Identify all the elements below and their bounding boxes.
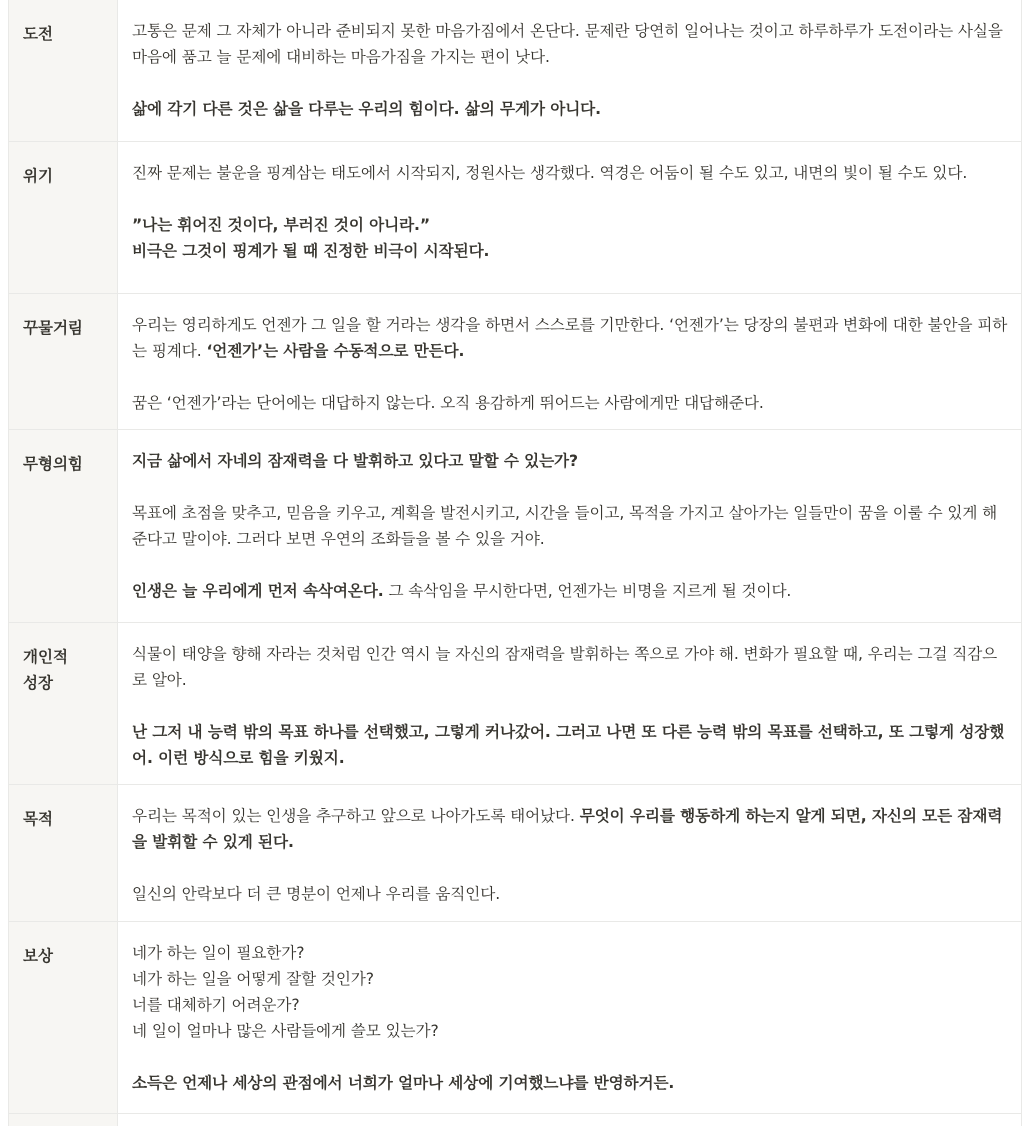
row-content bbox=[118, 142, 1021, 293]
row-label: 도전 bbox=[9, 0, 118, 141]
row-label-line: 성장 bbox=[23, 674, 53, 692]
row-label: 목적 bbox=[9, 785, 118, 921]
paragraph bbox=[132, 18, 1011, 70]
row-label-line: 개인적 bbox=[23, 648, 68, 666]
body-text: 꿈은 ‘언젠가’라는 단어에는 대답하지 않는다. 오직 용감하게 뛰어드는 사람에게만 대답해준다. bbox=[132, 394, 764, 412]
body-text: 네가 하는 일이 필요한가? bbox=[132, 944, 305, 962]
row-label bbox=[9, 623, 118, 784]
body-text: 네 일이 얼마나 많은 사람들에게 쓸모 있는가? bbox=[132, 1022, 439, 1040]
table-row-stub bbox=[9, 1114, 1021, 1126]
bold-text: ‘언젠가’는 사람을 수동적으로 만든다. bbox=[206, 342, 465, 360]
bold-text: 지금 삶에서 자네의 잠재력을 다 발휘하고 있다고 말할 수 있는가? bbox=[132, 452, 578, 470]
bold-text: 무엇이 우리를 행동하게 하는지 알게 되면, 자신의 모든 잠재력을 발휘할 수 있게 된다. bbox=[132, 807, 1003, 851]
row-content bbox=[118, 1114, 1021, 1132]
notes-table bbox=[8, 0, 1022, 1126]
table-row bbox=[9, 922, 1021, 1114]
row-label: 위기 bbox=[9, 142, 118, 293]
paragraph bbox=[132, 881, 1011, 907]
paragraph bbox=[132, 96, 1011, 122]
paragraph bbox=[132, 803, 1011, 855]
paragraph bbox=[132, 578, 1011, 604]
table-row bbox=[9, 623, 1021, 785]
bold-text: 비극은 그것이 핑계가 될 때 진정한 비극이 시작된다. bbox=[132, 242, 490, 260]
paragraph bbox=[132, 719, 1011, 771]
paragraph bbox=[132, 390, 1011, 416]
table-row bbox=[9, 294, 1021, 430]
bold-text: 소득은 언제나 세상의 관점에서 너희가 얼마나 세상에 기여했느냐를 반영하거든. bbox=[132, 1074, 675, 1092]
paragraph bbox=[132, 1070, 1011, 1096]
paragraph bbox=[132, 160, 1011, 186]
table-row bbox=[9, 0, 1021, 142]
paragraph bbox=[132, 500, 1011, 552]
body-text: 고통은 문제 그 자체가 아니라 준비되지 못한 마음가짐에서 온단다. 문제란 당연히 일어나는 것이고 하루하루가 도전이라는 사실을 마음에 품고 늘 문제에 대비하는 마음가짐을 가지는 편이 낫다. bbox=[132, 22, 1003, 66]
body-text: 일신의 안락보다 더 큰 명분이 언제나 우리를 움직인다. bbox=[132, 885, 501, 903]
row-content bbox=[118, 623, 1021, 784]
bold-text: 인생은 늘 우리에게 먼저 속삭여온다. bbox=[132, 582, 384, 600]
bold-text: 삶에 각기 다른 것은 삶을 다루는 우리의 힘이다. 삶의 무게가 아니다. bbox=[132, 100, 601, 118]
row-content bbox=[118, 785, 1021, 921]
row-content bbox=[118, 922, 1021, 1113]
paragraph bbox=[132, 312, 1011, 364]
row-label: 꾸물거림 bbox=[9, 294, 118, 429]
body-text: 식물이 태양을 향해 자라는 것처럼 인간 역시 늘 자신의 잠재력을 발휘하는 쪽으로 가야 해. 변화가 필요할 때, 우리는 그걸 직감으로 알아. bbox=[132, 645, 998, 689]
bold-text: ”나는 휘어진 것이다, 부러진 것이 아니라.” bbox=[132, 216, 431, 234]
row-content bbox=[118, 0, 1021, 141]
body-text: 그 속삭임을 무시한다면, 언젠가는 비명을 지르게 될 것이다. bbox=[383, 582, 792, 600]
body-text: 네가 하는 일을 어떻게 잘할 것인가? bbox=[132, 970, 374, 988]
body-text: 목표에 초점을 맞추고, 믿음을 키우고, 계획을 발전시키고, 시간을 들이고, 목적을 가지고 살아가는 일들만이 꿈을 이룰 수 있게 해준다고 말이야. 그러다 보면 우연의 조화들을 볼 수 있을 거야. bbox=[132, 504, 998, 548]
body-text: 우리는 영리하게도 언젠가 그 일을 할 거라는 생각을 하면서 스스로를 기만한다. ‘언젠가’는 당장의 불편과 변화에 대한 불안을 피하는 핑계다. bbox=[132, 316, 1008, 360]
paragraph bbox=[132, 448, 1011, 474]
paragraph bbox=[132, 212, 1011, 264]
table-row bbox=[9, 430, 1021, 623]
row-label: 보상 bbox=[9, 922, 118, 1113]
table-row bbox=[9, 785, 1021, 922]
row-content bbox=[118, 430, 1021, 622]
row-label: 무형의힘 bbox=[9, 430, 118, 622]
paragraph bbox=[132, 641, 1011, 693]
table-row bbox=[9, 142, 1021, 294]
bold-text: 난 그저 내 능력 밖의 목표 하나를 선택했고, 그렇게 커나갔어. 그러고 나면 또 다른 능력 밖의 목표를 선택하고, 또 그렇게 성장했어. 이런 방식으로 힘을 키웠지. bbox=[132, 723, 1005, 767]
row-content bbox=[118, 294, 1021, 429]
body-text: 너를 대체하기 어려운가? bbox=[132, 996, 300, 1014]
row-label bbox=[9, 1114, 118, 1126]
paragraph bbox=[132, 940, 1011, 1044]
body-text: 우리는 목적이 있는 인생을 추구하고 앞으로 나아가도록 태어났다. bbox=[132, 807, 580, 825]
body-text: 진짜 문제는 불운을 핑계삼는 태도에서 시작되지, 정원사는 생각했다. 역경은 어둠이 될 수도 있고, 내면의 빛이 될 수도 있다. bbox=[132, 164, 968, 182]
